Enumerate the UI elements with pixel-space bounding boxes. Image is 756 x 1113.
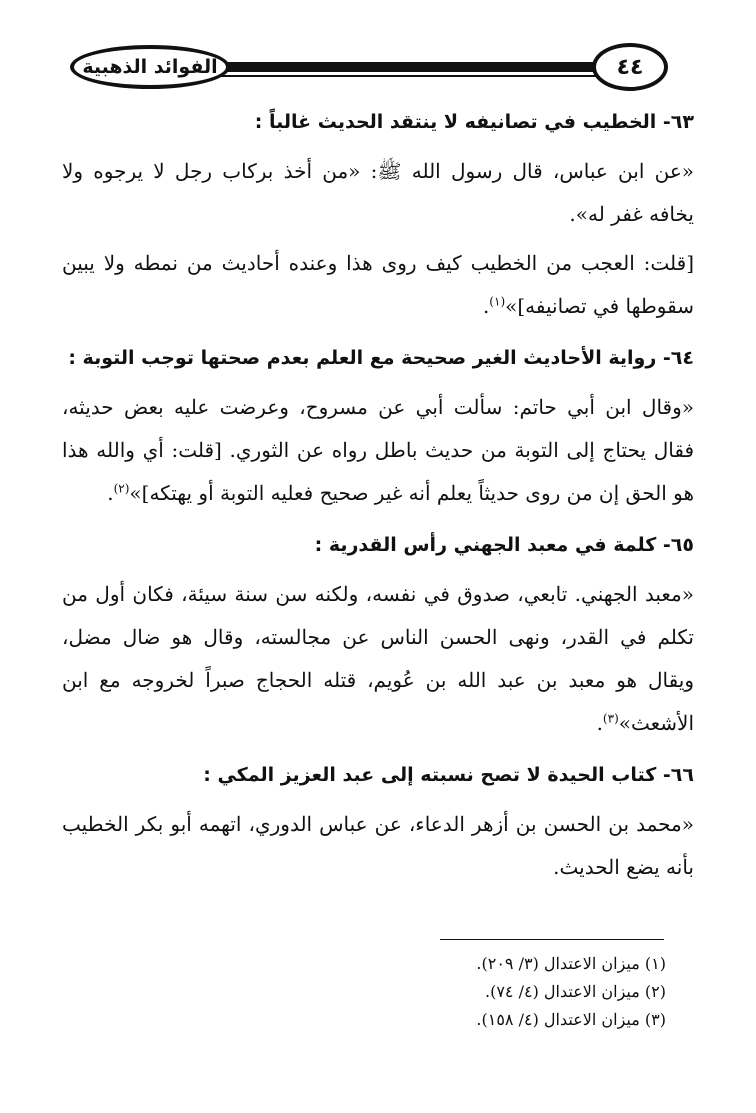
page-body	[62, 98, 694, 895]
footnote-ref-1: (١)	[489, 294, 506, 309]
page-header	[70, 42, 668, 96]
header-rule	[220, 62, 608, 72]
book-title-badge	[70, 45, 230, 89]
section-heading-63: ٦٣- الخطيب في تصانيفه لا ينتقد الحديث غالباً :	[254, 111, 694, 133]
section-64-paragraph-1: «وقال ابن أبي حاتم: سألت أبي عن مسروح، وعرضت عليه بعض حديثه، فقال يحتاج إلى التوبة من حديث باطل رواه عن الثوري. [قلت: أي والله هذا هو الحق إن من روى حديثاً يعلم أنه غير صحيح فعليه التوبة أو يهتكه]»$^{(٢)}$.	[62, 395, 694, 505]
footnote-ref-2: (٢)	[113, 481, 130, 496]
section-63-paragraph-2: [قلت: العجب من الخطيب كيف روى هذا وعنده أحاديث من نمطه ولا يبين سقوطها في تصانيفه]»$^{(١)}$.	[62, 251, 694, 318]
section-heading-64: ٦٤- رواية الأحاديث الغير صحيحة مع العلم بعدم صحتها توجب التوبة :	[68, 347, 694, 369]
section-66-paragraph-1: «محمد بن الحسن بن أزهر الدعاء، عن عباس الدوري، اتهمه أبو بكر الخطيب بأنه يضع الحديث.	[62, 812, 694, 879]
footnote-divider	[440, 939, 664, 940]
page-number-badge	[592, 43, 668, 91]
footnote-1: (١) ميزان الاعتدال (٣/ ٢٠٩).	[476, 954, 666, 973]
footnote-ref-3: (٣)	[602, 711, 619, 726]
page-number: ٤٤	[616, 54, 644, 80]
footnotes	[62, 950, 666, 1034]
header-rule-thin	[220, 75, 608, 77]
section-heading-65: ٦٥- كلمة في معبد الجهني رأس القدرية :	[314, 534, 694, 556]
section-heading-66: ٦٦- كتاب الحيدة لا تصح نسبته إلى عبد العزيز المكي :	[203, 764, 694, 786]
footnote-2: (٢) ميزان الاعتدال (٤/ ٧٤).	[484, 982, 666, 1001]
footnote-3: (٣) ميزان الاعتدال (٤/ ١٥٨).	[476, 1010, 666, 1029]
section-63-paragraph-1: «عن ابن عباس، قال رسول الله ﷺ: «من أخذ بركاب رجل لا يرجوه ولا يخافه غفر له».	[62, 159, 694, 226]
section-65-paragraph-1: «معبد الجهني. تابعي، صدوق في نفسه، ولكنه سن سنة سيئة، فكان أول من تكلم في القدر، ونهى الحسن الناس عن مجالسته، وقال هو ضال مضل، ويقال هو معبد بن عبد الله بن عُويم، قتله الحجاج صبراً لخروجه مع ابن الأشعث»$^{(٣)}$.	[62, 582, 694, 735]
book-title: الفوائد الذهبية	[82, 56, 218, 78]
